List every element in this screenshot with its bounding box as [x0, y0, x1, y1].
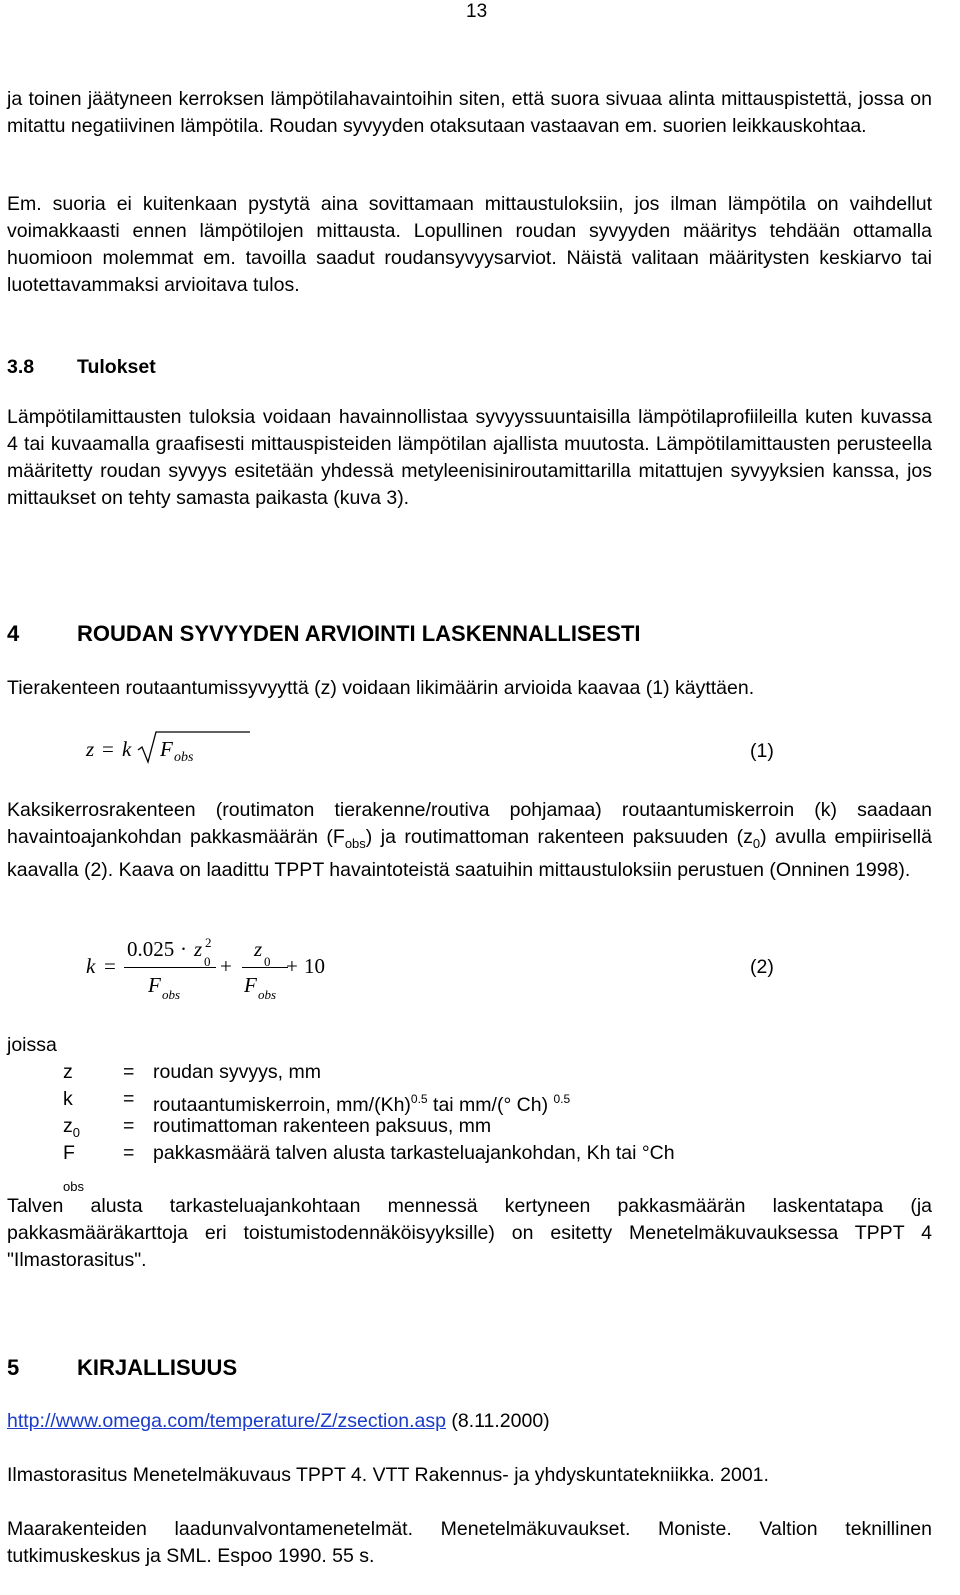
paragraph-4: Tierakenteen routaantumissyvyyttä (z) voidaan likimäärin arvioida kaavaa (1) käyttäen.: [7, 677, 755, 699]
eq2-num1-sup: 2: [205, 935, 212, 950]
eq2-num2-var: z: [254, 937, 263, 961]
eq2-num1-sub: 0: [204, 954, 211, 969]
paragraph-3: Lämpötilamittausten tuloksia voidaan havainnollistaa syvyyssuuntaisilla lämpötilaprofiileilla kuten kuvassa 4 tai kuvaamalla graafisesti mittauspisteiden lämpötilan ajallista muutosta. Lämpötilamittausten perusteella määritetty roudan syvyys esitetään yhdessä metyleenisiniroutamittarilla mitattujen syvyyksien kanssa, jos mittaukset on tehty samasta paikasta (kuva 3).: [7, 406, 932, 509]
section-number: 5: [7, 1355, 20, 1380]
section-title: Tulokset: [77, 356, 156, 378]
def-symbol-base: z: [63, 1115, 73, 1137]
def-symbol: z: [63, 1061, 73, 1083]
def-symbol-sub: obs: [63, 1179, 84, 1194]
eq2-equals: =: [104, 954, 116, 978]
superscript-exponent: 0.5: [553, 1092, 571, 1106]
eq2-plus-2: +: [286, 954, 298, 978]
def-text-part-2: tai mm/(° Ch): [427, 1094, 554, 1116]
fraction-bar-1: [124, 967, 216, 968]
sqrt-sign-icon: [136, 730, 256, 766]
section-number: 4: [7, 621, 20, 646]
paragraph-5: [7, 797, 932, 884]
def-symbol: [63, 1140, 84, 1200]
def-text: pakkasmäärä talven alusta tarkasteluajankohdan, Kh tai °Ch: [153, 1142, 675, 1164]
eq2-den1-var: F: [148, 973, 161, 997]
eq2-const: 10: [304, 954, 325, 978]
subscript-obs: obs: [344, 836, 366, 851]
def-text: roudan syvyys, mm: [153, 1061, 321, 1083]
equation-2: k = 0.025 · z 0 2 F obs + z 0 F obs + 10: [86, 928, 346, 1008]
section-heading-4: [7, 620, 641, 647]
eq-equals: =: [102, 737, 114, 761]
eq2-num2-sub: 0: [264, 954, 271, 969]
def-symbol-base: F: [63, 1142, 75, 1164]
def-text: routimattoman rakenteen paksuus, mm: [153, 1115, 492, 1137]
def-text-part-1: routaantumiskerroin, mm/(Kh): [153, 1094, 411, 1116]
reference-2: Ilmastorasitus Menetelmäkuvaus TPPT 4. VTT Rakennus- ja yhdyskuntatekniikka. 2001.: [7, 1464, 769, 1486]
paragraph-5-part-c: ) avulla empiirisellä kaavalla (2). Kaava on laadittu TPPT havaintoteistä saatuihin mittaustuloksiin perustuen (Onninen 1998).: [7, 826, 932, 881]
def-symbol: k: [63, 1088, 73, 1110]
equation-1: [86, 736, 206, 770]
paragraph-5-part-a: Kaksikerrosrakenteen (routimaton tierakenne/routiva pohjamaa) routaantumiskerroin (k) saadaan havaintoajankohdan pakkasmäärän (F: [7, 799, 932, 848]
section-title: ROUDAN SYVYYDEN ARVIOINTI LASKENNALLISESTI: [77, 621, 641, 646]
def-equals: =: [123, 1061, 135, 1083]
def-equals: =: [123, 1115, 135, 1137]
eq2-den2-var: F: [244, 973, 257, 997]
section-number: 3.8: [7, 356, 35, 378]
fraction-bar-2: [242, 967, 288, 968]
paragraph-2: Em. suoria ei kuitenkaan pystytä aina sovittamaan mittaustuloksiin, jos ilman lämpötila on vaihdellut voimakkaasti ennen lämpötilojen mittausta. Lopullinen roudan syvyyden määritys tehdään ottamalla huomioon molemmat em. tavoilla saadut roudansyvyysarviot. Näistä valitaan määritysten keskiarvo tai luotettavammaksi arvioitava tulos.: [7, 193, 932, 296]
eq2-var-k: k: [86, 954, 96, 978]
equation-1-number: (1): [750, 740, 774, 762]
joissa-label: joissa: [7, 1034, 57, 1056]
eq2-plus-1: +: [220, 954, 232, 978]
eq2-coef: 0.025: [127, 937, 175, 961]
eq-sub-obs: obs: [174, 750, 194, 765]
equation-2-number: (2): [750, 956, 774, 978]
superscript-exponent: 0.5: [410, 1092, 428, 1106]
def-equals: =: [123, 1142, 135, 1164]
section-heading-3-8: [7, 354, 156, 381]
section-heading-5: [7, 1354, 237, 1381]
eq-var-k: k: [122, 737, 132, 761]
def-symbol-sub: 0: [72, 1125, 80, 1140]
paragraph-5-part-b: ) ja routimattoman rakenteen paksuuden (z: [365, 826, 753, 848]
reference-1: [7, 1408, 932, 1435]
page-number: 13: [466, 1, 488, 22]
eq-var-F: F: [160, 737, 173, 761]
reference-date: (8.11.2000): [445, 1410, 550, 1432]
paragraph-1: ja toinen jäätyneen kerroksen lämpötilahavaintoihin siten, että suora sivuaa alinta mittauspistettä, jossa on mitattu negatiivinen lämpötila. Roudan syvyyden otaksutaan vastaavan em. suorien leikkauskohtaa.: [7, 88, 932, 137]
eq2-den2-sub: obs: [258, 987, 277, 1002]
reference-3: Maarakenteiden laadunvalvontamenetelmät. Menetelmäkuvaukset. Moniste. Valtion teknillinen tutkimuskeskus ja SML. Espoo 1990. 55 s.: [7, 1518, 932, 1567]
def-equals: =: [123, 1088, 135, 1110]
section-title: KIRJALLISUUS: [77, 1355, 238, 1380]
eq2-num1-var: z: [194, 937, 203, 961]
reference-link[interactable]: http://www.omega.com/temperature/Z/zsection.asp: [7, 1410, 446, 1432]
paragraph-6: Talven alusta tarkasteluajankohtaan mennessä kertyneen pakkasmäärän laskentatapa (ja pakkasmääräkarttoja eri toistumistodennäköisyyksille) on esitetty Menetelmäkuvauksessa TPPT 4 "Ilmastorasitus".: [7, 1195, 932, 1271]
eq-var-z: z: [86, 737, 95, 761]
subscript-zero: 0: [752, 836, 761, 851]
eq2-den1-sub: obs: [162, 987, 181, 1002]
